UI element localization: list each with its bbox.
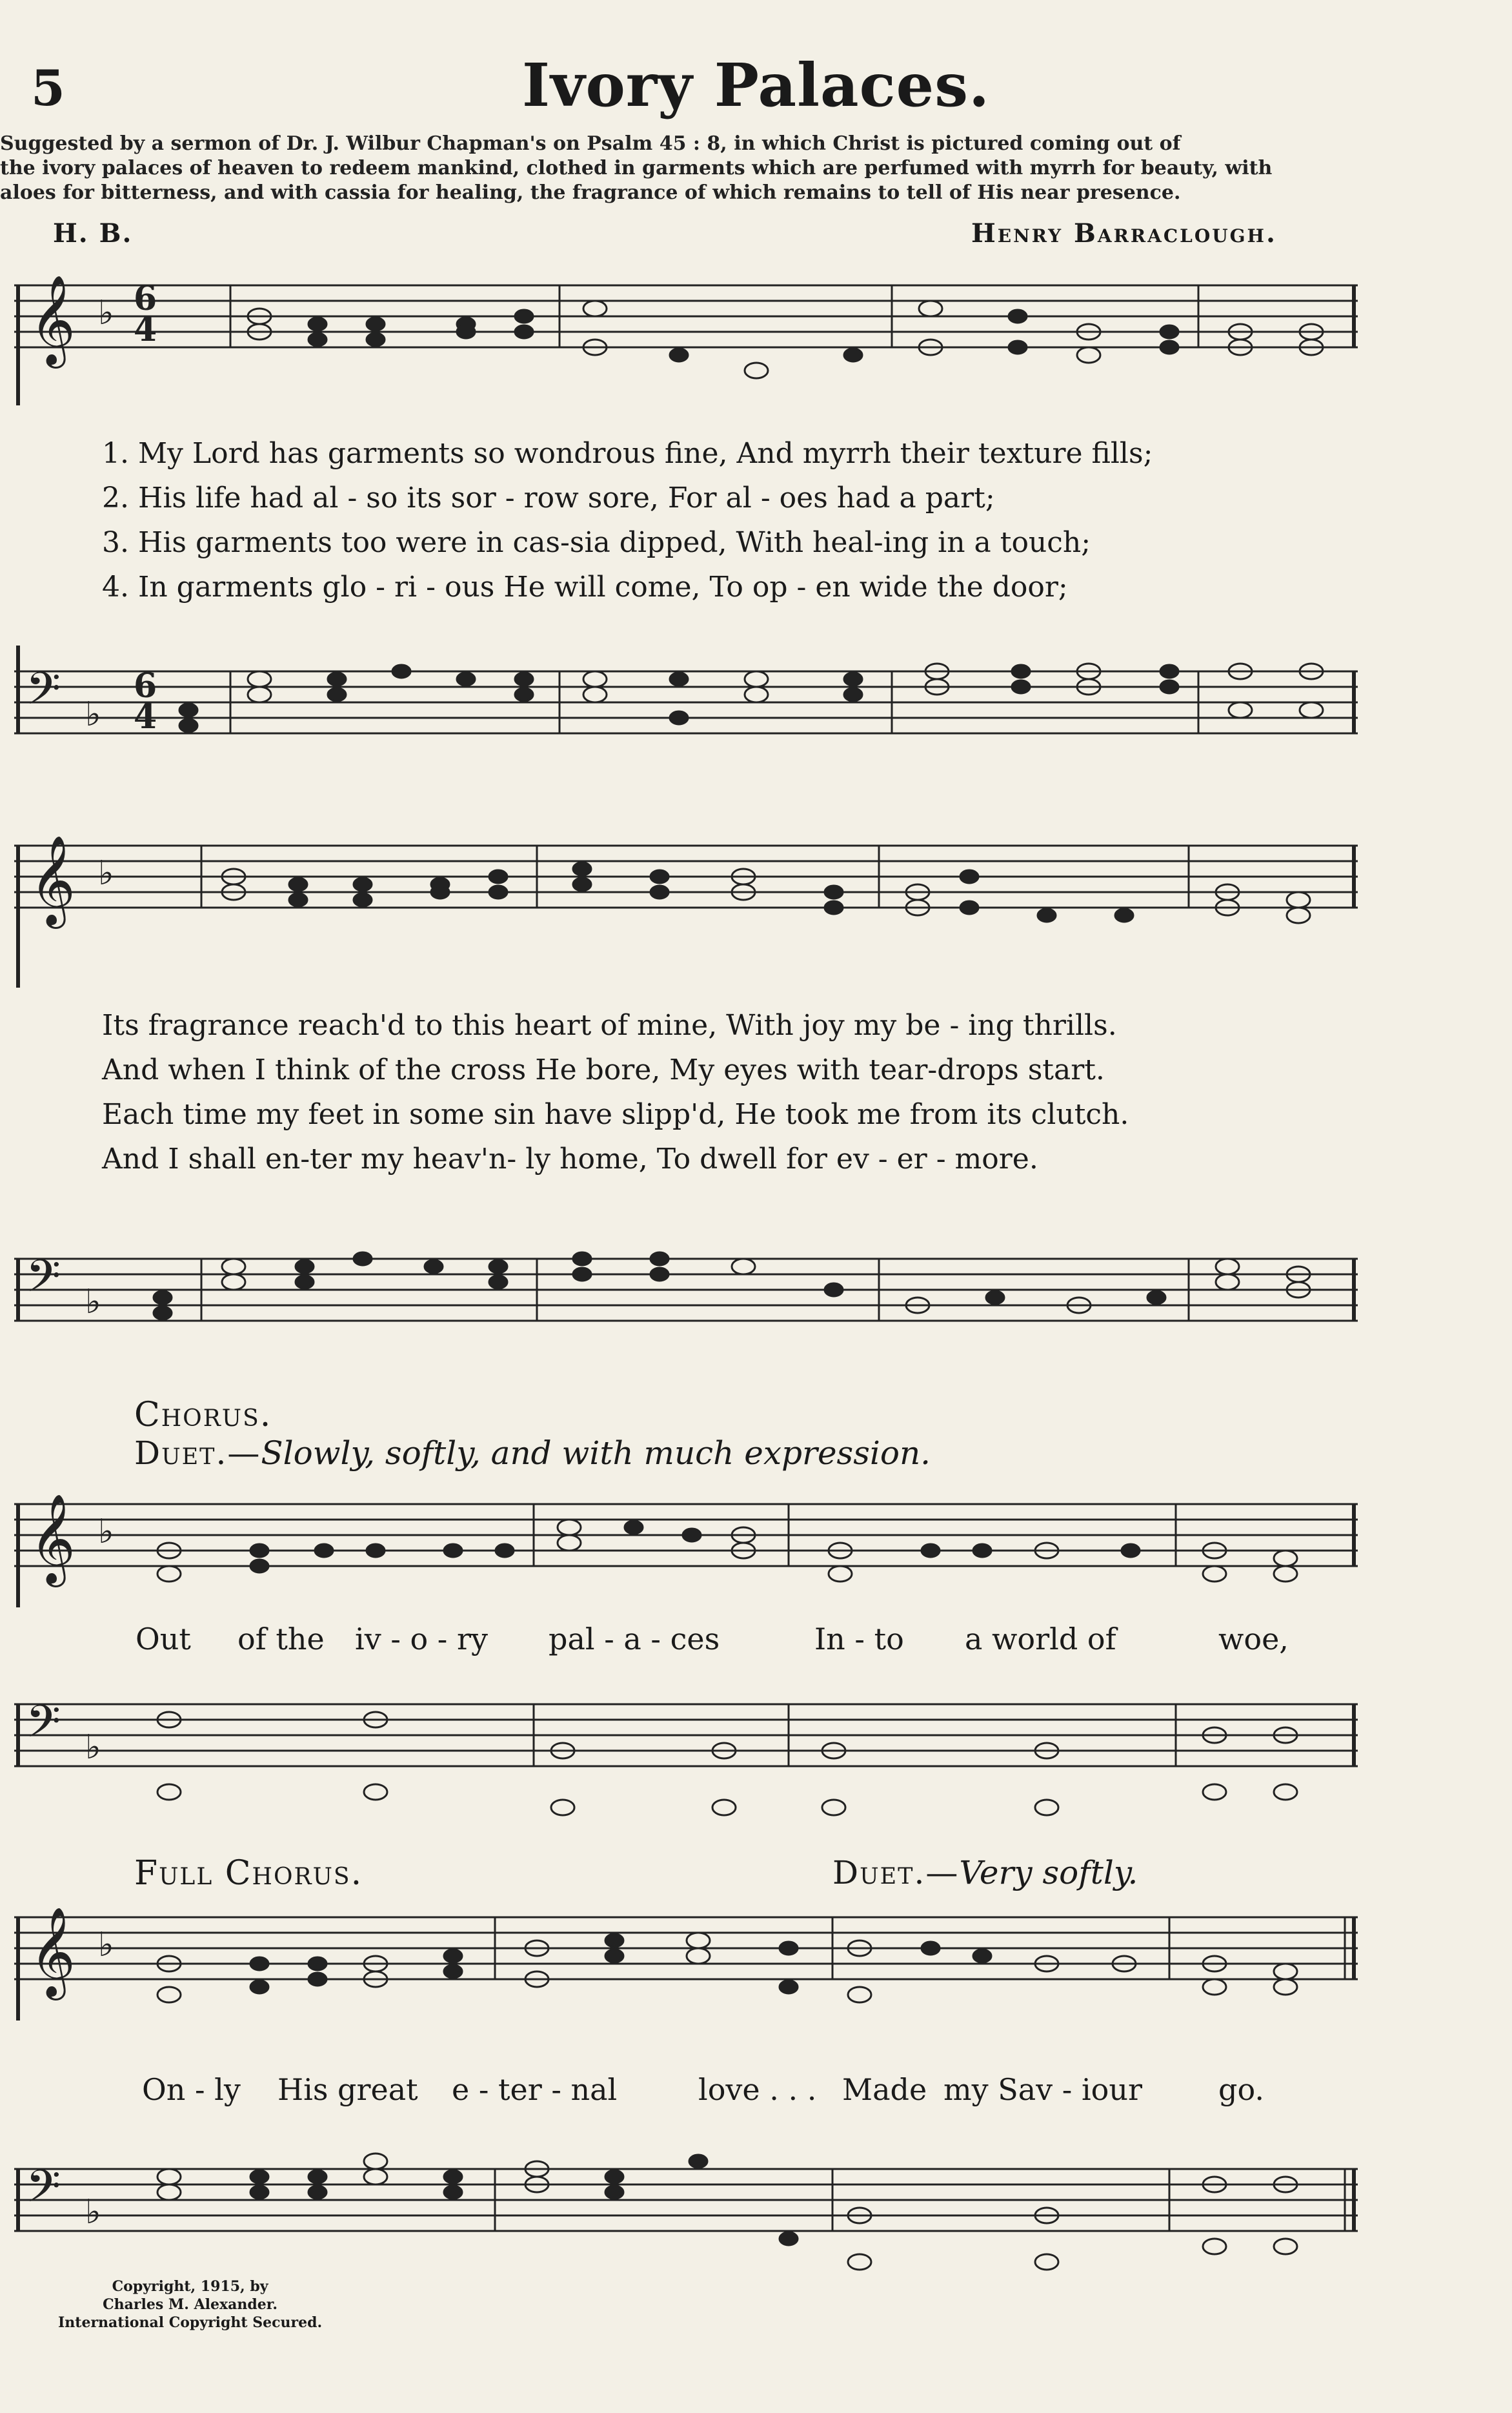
- chorus-label: Chorus.: [134, 1396, 272, 1434]
- verse-line: Its fragrance reach'd to this heart of mine, With joy my be - ing thrills.: [102, 1009, 1117, 1042]
- svg-text:♭: ♭: [98, 1512, 114, 1551]
- chorus-word: iv - o - ry: [355, 1622, 488, 1656]
- bass-staff-system-1: [14, 646, 1358, 775]
- note-line: Suggested by a sermon of Dr. J. Wilbur Chapman's on Psalm 45 : 8, in which Christ is pictured coming out of: [0, 132, 1181, 155]
- copyright-line: International Copyright Secured.: [58, 2314, 323, 2331]
- chorus-word: my Sav - iour: [943, 2072, 1142, 2107]
- note-line: the ivory palaces of heaven to redeem mankind, clothed in garments which are perfumed with myrrh for beauty, with: [0, 157, 1273, 179]
- bass-staff-system-2: [14, 1201, 1358, 1349]
- chorus-word: pal - a - ces: [549, 1622, 720, 1656]
- verse-line: 3. His garments too were in cas-sia dipped, With heal-ing in a touch;: [102, 526, 1091, 559]
- verse-line: And when I think of the cross He bore, My eyes with tear-drops start.: [102, 1054, 1105, 1086]
- svg-text:♭: ♭: [85, 2193, 101, 2232]
- tempo-direction: Slowly, softly, and with much expression.: [261, 1434, 931, 1472]
- svg-text:♭: ♭: [85, 695, 101, 734]
- svg-text:♭: ♭: [98, 854, 114, 893]
- bass-clef-icon: 𝄢: [26, 1250, 61, 1313]
- svg-text:6: 6: [134, 279, 157, 318]
- chorus-word: e - ter - nal: [452, 2072, 618, 2107]
- chorus-word: woe,: [1218, 1622, 1289, 1656]
- tempo-direction: Very softly.: [959, 1854, 1138, 1891]
- svg-text:♭: ♭: [98, 1926, 114, 1964]
- duet-label: Duet.—: [134, 1434, 261, 1472]
- treble-clef-icon: 𝄞: [30, 835, 76, 925]
- chorus-direction: [134, 1434, 931, 1472]
- chorus-word: Out: [136, 1622, 191, 1656]
- words-credit: H. B.: [53, 218, 133, 249]
- svg-text:♭: ♭: [98, 294, 114, 332]
- verse-lyrics-part-2: [102, 1003, 1328, 1181]
- treble-clef-icon: 𝄞: [30, 1907, 76, 1997]
- treble-staff-system-3: [14, 1478, 1358, 1607]
- verse-line: Each time my feet in some sin have slipp'd, He took me from its clutch.: [102, 1098, 1129, 1131]
- chorus-word: On - ly: [142, 2072, 241, 2107]
- chorus-word: a world of: [965, 1622, 1116, 1656]
- chorus-word: Made: [842, 2072, 927, 2107]
- chorus-word: In - to: [814, 1622, 904, 1656]
- treble-clef-icon: 𝄞: [30, 1494, 76, 1583]
- duet-label: Duet.—: [832, 1854, 960, 1891]
- copyright-line: Copyright, 1915, by: [112, 2278, 268, 2295]
- chorus-word: of the: [237, 1622, 325, 1656]
- chorus-word: go.: [1218, 2072, 1264, 2107]
- full-chorus-label: Full Chorus.: [134, 1854, 363, 1893]
- copyright-notice: [58, 2277, 322, 2332]
- hymn-number: 5: [31, 59, 65, 117]
- treble-staff-system-4: [14, 1891, 1358, 2059]
- treble-clef-icon: 𝄞: [30, 275, 76, 365]
- treble-staff-system-1: [14, 270, 1358, 405]
- note-line: aloes for bitterness, and with cassia for healing, the fragrance of which remains to tell of His near presence.: [0, 181, 1181, 204]
- verse-lyrics-part-1: [102, 431, 1328, 609]
- copyright-line: Charles M. Alexander.: [103, 2296, 277, 2313]
- svg-text:4: 4: [134, 310, 157, 349]
- music-credit: Henry Barraclough.: [971, 218, 1277, 249]
- hymn-title: Ivory Palaces.: [521, 50, 991, 120]
- verse-line: 4. In garments glo - ri - ous He will come, To op - en wide the door;: [102, 571, 1068, 604]
- treble-staff-system-2: [14, 820, 1358, 988]
- duet-direction: [832, 1854, 1138, 1891]
- chorus-word: His great: [277, 2072, 418, 2107]
- svg-text:♭: ♭: [85, 1283, 101, 1321]
- bass-staff-system-3: [14, 1672, 1358, 1820]
- svg-text:4: 4: [134, 697, 157, 737]
- verse-line: 1. My Lord has garments so wondrous fine, And myrrh their texture fills;: [102, 437, 1153, 470]
- svg-text:6: 6: [134, 666, 157, 706]
- bass-clef-icon: 𝄢: [26, 2160, 61, 2223]
- bass-clef-icon: 𝄢: [26, 1695, 61, 1758]
- verse-line: And I shall en-ter my heav'n- ly home, To dwell for ev - er - more.: [102, 1143, 1038, 1176]
- svg-text:♭: ♭: [85, 1728, 101, 1767]
- hymn-note: [0, 132, 1362, 205]
- bass-staff-system-4: [14, 2124, 1358, 2285]
- chorus-word: love . . .: [698, 2072, 817, 2107]
- bass-clef-icon: 𝄢: [26, 662, 61, 726]
- verse-line: 2. His life had al - so its sor - row sore, For al - oes had a part;: [102, 482, 995, 514]
